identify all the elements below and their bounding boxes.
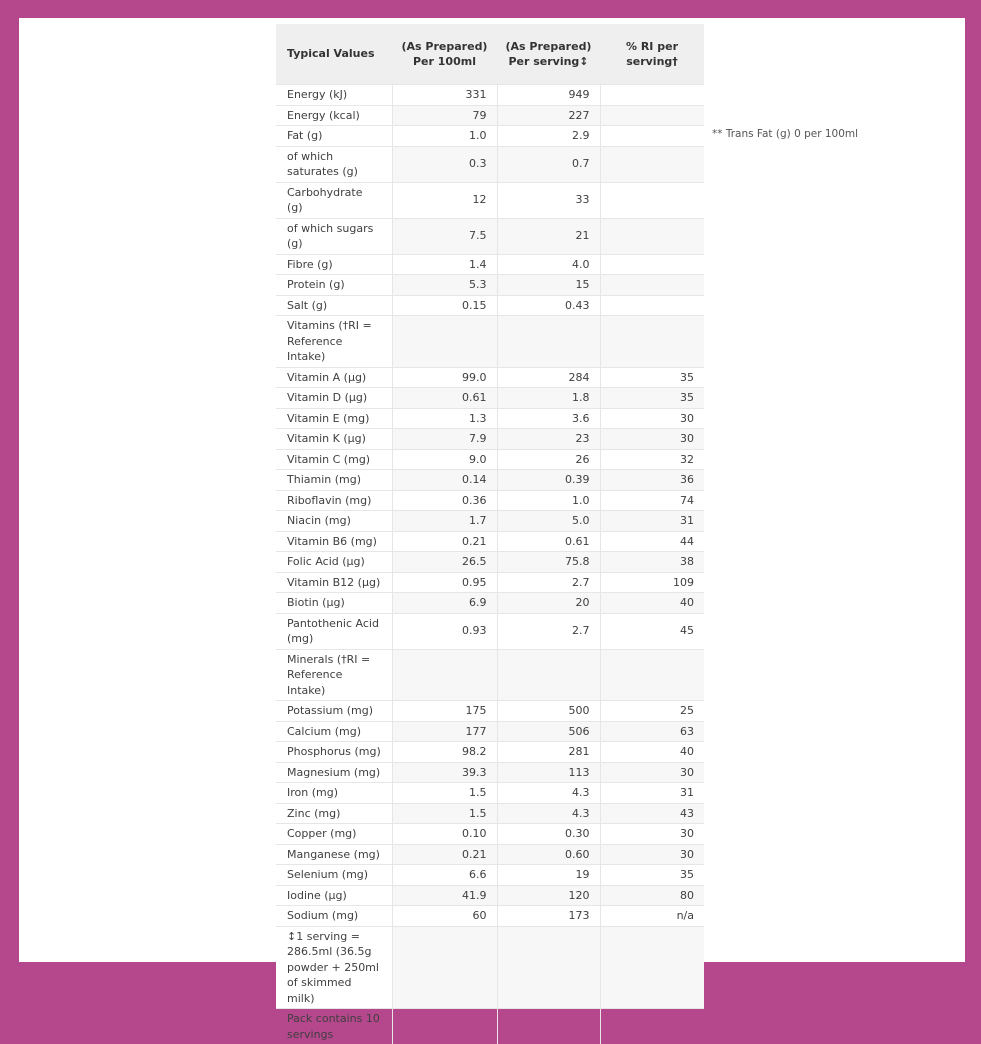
table-row (276, 593, 704, 614)
header-typical-values: Typical Values (276, 24, 392, 85)
per-serving-cell: 33 (497, 182, 600, 218)
table-row (276, 295, 704, 316)
nutrient-name-cell: Iodine (µg) (276, 885, 392, 906)
table-row (276, 126, 704, 147)
ri-percent-cell: 44 (600, 531, 704, 552)
nutrient-name-cell: of which saturates (g) (276, 146, 392, 182)
ri-percent-cell: 25 (600, 701, 704, 722)
per-serving-cell: 0.60 (497, 844, 600, 865)
per-serving-cell: 26 (497, 449, 600, 470)
table-row (276, 762, 704, 783)
table-row (276, 552, 704, 573)
nutrient-name-cell: Sodium (mg) (276, 906, 392, 927)
nutrient-name-cell: Biotin (µg) (276, 593, 392, 614)
ri-percent-cell: 74 (600, 490, 704, 511)
ri-percent-cell: 35 (600, 865, 704, 886)
table-row (276, 926, 704, 1009)
nutrient-name-cell: Vitamins (†RI = Reference Intake) (276, 316, 392, 368)
per-100ml-cell: 79 (392, 105, 497, 126)
ri-percent-cell: 36 (600, 470, 704, 491)
nutrient-name-cell: Iron (mg) (276, 783, 392, 804)
per-serving-cell: 1.8 (497, 388, 600, 409)
nutrient-name-cell: Energy (kcal) (276, 105, 392, 126)
ri-percent-cell: 31 (600, 511, 704, 532)
nutrient-name-cell: Thiamin (mg) (276, 470, 392, 491)
per-100ml-cell: 0.61 (392, 388, 497, 409)
per-100ml-cell: 1.3 (392, 408, 497, 429)
per-serving-cell: 23 (497, 429, 600, 450)
per-serving-cell: 113 (497, 762, 600, 783)
per-serving-cell: 75.8 (497, 552, 600, 573)
table-row (276, 1009, 704, 1044)
table-row (276, 146, 704, 182)
table-row (276, 721, 704, 742)
per-100ml-cell: 331 (392, 85, 497, 106)
per-100ml-cell: 1.5 (392, 803, 497, 824)
nutrient-name-cell: Minerals (†RI = Reference Intake) (276, 649, 392, 701)
table-row (276, 218, 704, 254)
per-100ml-cell: 9.0 (392, 449, 497, 470)
nutrient-name-cell: Vitamin B12 (µg) (276, 572, 392, 593)
nutrient-name-cell: Salt (g) (276, 295, 392, 316)
per-serving-cell: 5.0 (497, 511, 600, 532)
nutrient-name-cell: Energy (kJ) (276, 85, 392, 106)
per-serving-cell: 21 (497, 218, 600, 254)
ri-percent-cell (600, 105, 704, 126)
per-100ml-cell: 1.5 (392, 783, 497, 804)
ri-percent-cell: 63 (600, 721, 704, 742)
per-100ml-cell: 6.9 (392, 593, 497, 614)
ri-percent-cell: 30 (600, 429, 704, 450)
nutrient-name-cell: Manganese (mg) (276, 844, 392, 865)
per-100ml-cell: 175 (392, 701, 497, 722)
nutrient-name-cell: Zinc (mg) (276, 803, 392, 824)
per-100ml-cell: 12 (392, 182, 497, 218)
ri-percent-cell: 30 (600, 762, 704, 783)
per-100ml-cell: 0.95 (392, 572, 497, 593)
ri-percent-cell: 30 (600, 824, 704, 845)
table-row (276, 572, 704, 593)
table-header (276, 24, 704, 85)
per-serving-cell: 19 (497, 865, 600, 886)
table-row (276, 85, 704, 106)
nutrient-name-cell: Vitamin E (mg) (276, 408, 392, 429)
per-serving-cell: 227 (497, 105, 600, 126)
per-100ml-cell: 41.9 (392, 885, 497, 906)
ri-percent-cell: 35 (600, 367, 704, 388)
nutrient-name-cell: Vitamin B6 (mg) (276, 531, 392, 552)
table-row (276, 429, 704, 450)
per-100ml-cell: 60 (392, 906, 497, 927)
per-100ml-cell: 6.6 (392, 865, 497, 886)
per-serving-cell (497, 316, 600, 368)
per-serving-cell: 0.61 (497, 531, 600, 552)
ri-percent-cell (600, 182, 704, 218)
table-body (276, 85, 704, 1044)
ri-percent-cell (600, 649, 704, 701)
nutrient-name-cell: Vitamin C (mg) (276, 449, 392, 470)
nutrient-name-cell: Fibre (g) (276, 254, 392, 275)
table-row (276, 388, 704, 409)
ri-percent-cell: 109 (600, 572, 704, 593)
table-row (276, 885, 704, 906)
per-serving-cell: 15 (497, 275, 600, 296)
table-row (276, 408, 704, 429)
per-100ml-cell (392, 316, 497, 368)
ri-percent-cell: n/a (600, 906, 704, 927)
page-panel (19, 18, 965, 962)
table-row (276, 783, 704, 804)
nutrient-name-cell: Vitamin K (µg) (276, 429, 392, 450)
nutrient-name-cell: Protein (g) (276, 275, 392, 296)
per-serving-cell: 20 (497, 593, 600, 614)
nutrient-name-cell: Pantothenic Acid (mg) (276, 613, 392, 649)
per-100ml-cell: 26.5 (392, 552, 497, 573)
nutrition-table (276, 24, 704, 1044)
per-100ml-cell (392, 649, 497, 701)
per-100ml-cell: 0.36 (392, 490, 497, 511)
table-row (276, 844, 704, 865)
ri-percent-cell: 32 (600, 449, 704, 470)
table-row (276, 275, 704, 296)
per-serving-cell: 173 (497, 906, 600, 927)
per-100ml-cell: 0.3 (392, 146, 497, 182)
per-serving-cell (497, 1009, 600, 1044)
table-row (276, 701, 704, 722)
table-row (276, 490, 704, 511)
nutrient-name-cell: Riboflavin (mg) (276, 490, 392, 511)
per-serving-cell (497, 649, 600, 701)
table-row (276, 531, 704, 552)
nutrient-name-cell: Pack contains 10 servings (276, 1009, 392, 1044)
per-serving-cell: 2.7 (497, 572, 600, 593)
nutrient-name-cell: Potassium (mg) (276, 701, 392, 722)
per-serving-cell: 3.6 (497, 408, 600, 429)
per-serving-cell: 2.9 (497, 126, 600, 147)
nutrient-name-cell: Phosphorus (mg) (276, 742, 392, 763)
ri-percent-cell: 40 (600, 593, 704, 614)
per-100ml-cell: 177 (392, 721, 497, 742)
nutrient-name-cell: Carbohydrate (g) (276, 182, 392, 218)
table-row (276, 470, 704, 491)
header-per-serving: (As Prepared) Per serving↕ (497, 24, 600, 85)
ri-percent-cell (600, 254, 704, 275)
nutrient-name-cell: Magnesium (mg) (276, 762, 392, 783)
trans-fat-note: ** Trans Fat (g) 0 per 100ml (712, 128, 858, 140)
per-100ml-cell: 0.10 (392, 824, 497, 845)
nutrient-name-cell: Calcium (mg) (276, 721, 392, 742)
header-per-100ml: (As Prepared) Per 100ml (392, 24, 497, 85)
nutrient-name-cell: ↕1 serving = 286.5ml (36.5g powder + 250ml of skimmed milk) (276, 926, 392, 1009)
per-serving-cell: 4.0 (497, 254, 600, 275)
ri-percent-cell (600, 295, 704, 316)
nutrient-name-cell: Selenium (mg) (276, 865, 392, 886)
ri-percent-cell (600, 275, 704, 296)
nutrient-name-cell: Folic Acid (µg) (276, 552, 392, 573)
per-100ml-cell: 5.3 (392, 275, 497, 296)
per-serving-cell: 949 (497, 85, 600, 106)
table-row (276, 613, 704, 649)
table-row (276, 865, 704, 886)
per-100ml-cell: 0.21 (392, 531, 497, 552)
table-row (276, 803, 704, 824)
per-serving-cell: 0.30 (497, 824, 600, 845)
per-serving-cell: 0.43 (497, 295, 600, 316)
nutrient-name-cell: Vitamin A (µg) (276, 367, 392, 388)
table-row (276, 105, 704, 126)
per-100ml-cell: 1.0 (392, 126, 497, 147)
ri-percent-cell: 30 (600, 844, 704, 865)
per-100ml-cell: 1.4 (392, 254, 497, 275)
per-100ml-cell: 39.3 (392, 762, 497, 783)
ri-percent-cell: 45 (600, 613, 704, 649)
per-100ml-cell (392, 1009, 497, 1044)
ri-percent-cell (600, 85, 704, 106)
table-row (276, 182, 704, 218)
per-serving-cell: 2.7 (497, 613, 600, 649)
ri-percent-cell: 43 (600, 803, 704, 824)
table-row (276, 824, 704, 845)
table-row (276, 254, 704, 275)
per-100ml-cell: 0.93 (392, 613, 497, 649)
per-100ml-cell: 1.7 (392, 511, 497, 532)
ri-percent-cell (600, 1009, 704, 1044)
table-row (276, 649, 704, 701)
table-row (276, 367, 704, 388)
ri-percent-cell (600, 926, 704, 1009)
ri-percent-cell (600, 316, 704, 368)
ri-percent-cell: 30 (600, 408, 704, 429)
per-serving-cell (497, 926, 600, 1009)
ri-percent-cell (600, 146, 704, 182)
per-100ml-cell: 98.2 (392, 742, 497, 763)
nutrient-name-cell: Niacin (mg) (276, 511, 392, 532)
ri-percent-cell: 35 (600, 388, 704, 409)
ri-percent-cell: 38 (600, 552, 704, 573)
table-row (276, 449, 704, 470)
per-serving-cell: 284 (497, 367, 600, 388)
ri-percent-cell (600, 126, 704, 147)
table-row (276, 316, 704, 368)
per-100ml-cell: 0.15 (392, 295, 497, 316)
per-serving-cell: 4.3 (497, 803, 600, 824)
nutrient-name-cell: Fat (g) (276, 126, 392, 147)
ri-percent-cell: 31 (600, 783, 704, 804)
per-serving-cell: 120 (497, 885, 600, 906)
ri-percent-cell: 40 (600, 742, 704, 763)
per-100ml-cell: 7.5 (392, 218, 497, 254)
nutrient-name-cell: Copper (mg) (276, 824, 392, 845)
per-100ml-cell: 7.9 (392, 429, 497, 450)
per-serving-cell: 500 (497, 701, 600, 722)
per-serving-cell: 281 (497, 742, 600, 763)
per-serving-cell: 0.7 (497, 146, 600, 182)
per-serving-cell: 506 (497, 721, 600, 742)
per-serving-cell: 0.39 (497, 470, 600, 491)
table-row (276, 742, 704, 763)
table-row (276, 511, 704, 532)
ri-percent-cell: 80 (600, 885, 704, 906)
table-row (276, 906, 704, 927)
per-100ml-cell: 0.14 (392, 470, 497, 491)
ri-percent-cell (600, 218, 704, 254)
per-100ml-cell: 0.21 (392, 844, 497, 865)
per-serving-cell: 4.3 (497, 783, 600, 804)
nutrient-name-cell: of which sugars (g) (276, 218, 392, 254)
header-ri-per-serving: % RI per serving† (600, 24, 704, 85)
per-100ml-cell (392, 926, 497, 1009)
per-100ml-cell: 99.0 (392, 367, 497, 388)
nutrient-name-cell: Vitamin D (µg) (276, 388, 392, 409)
per-serving-cell: 1.0 (497, 490, 600, 511)
